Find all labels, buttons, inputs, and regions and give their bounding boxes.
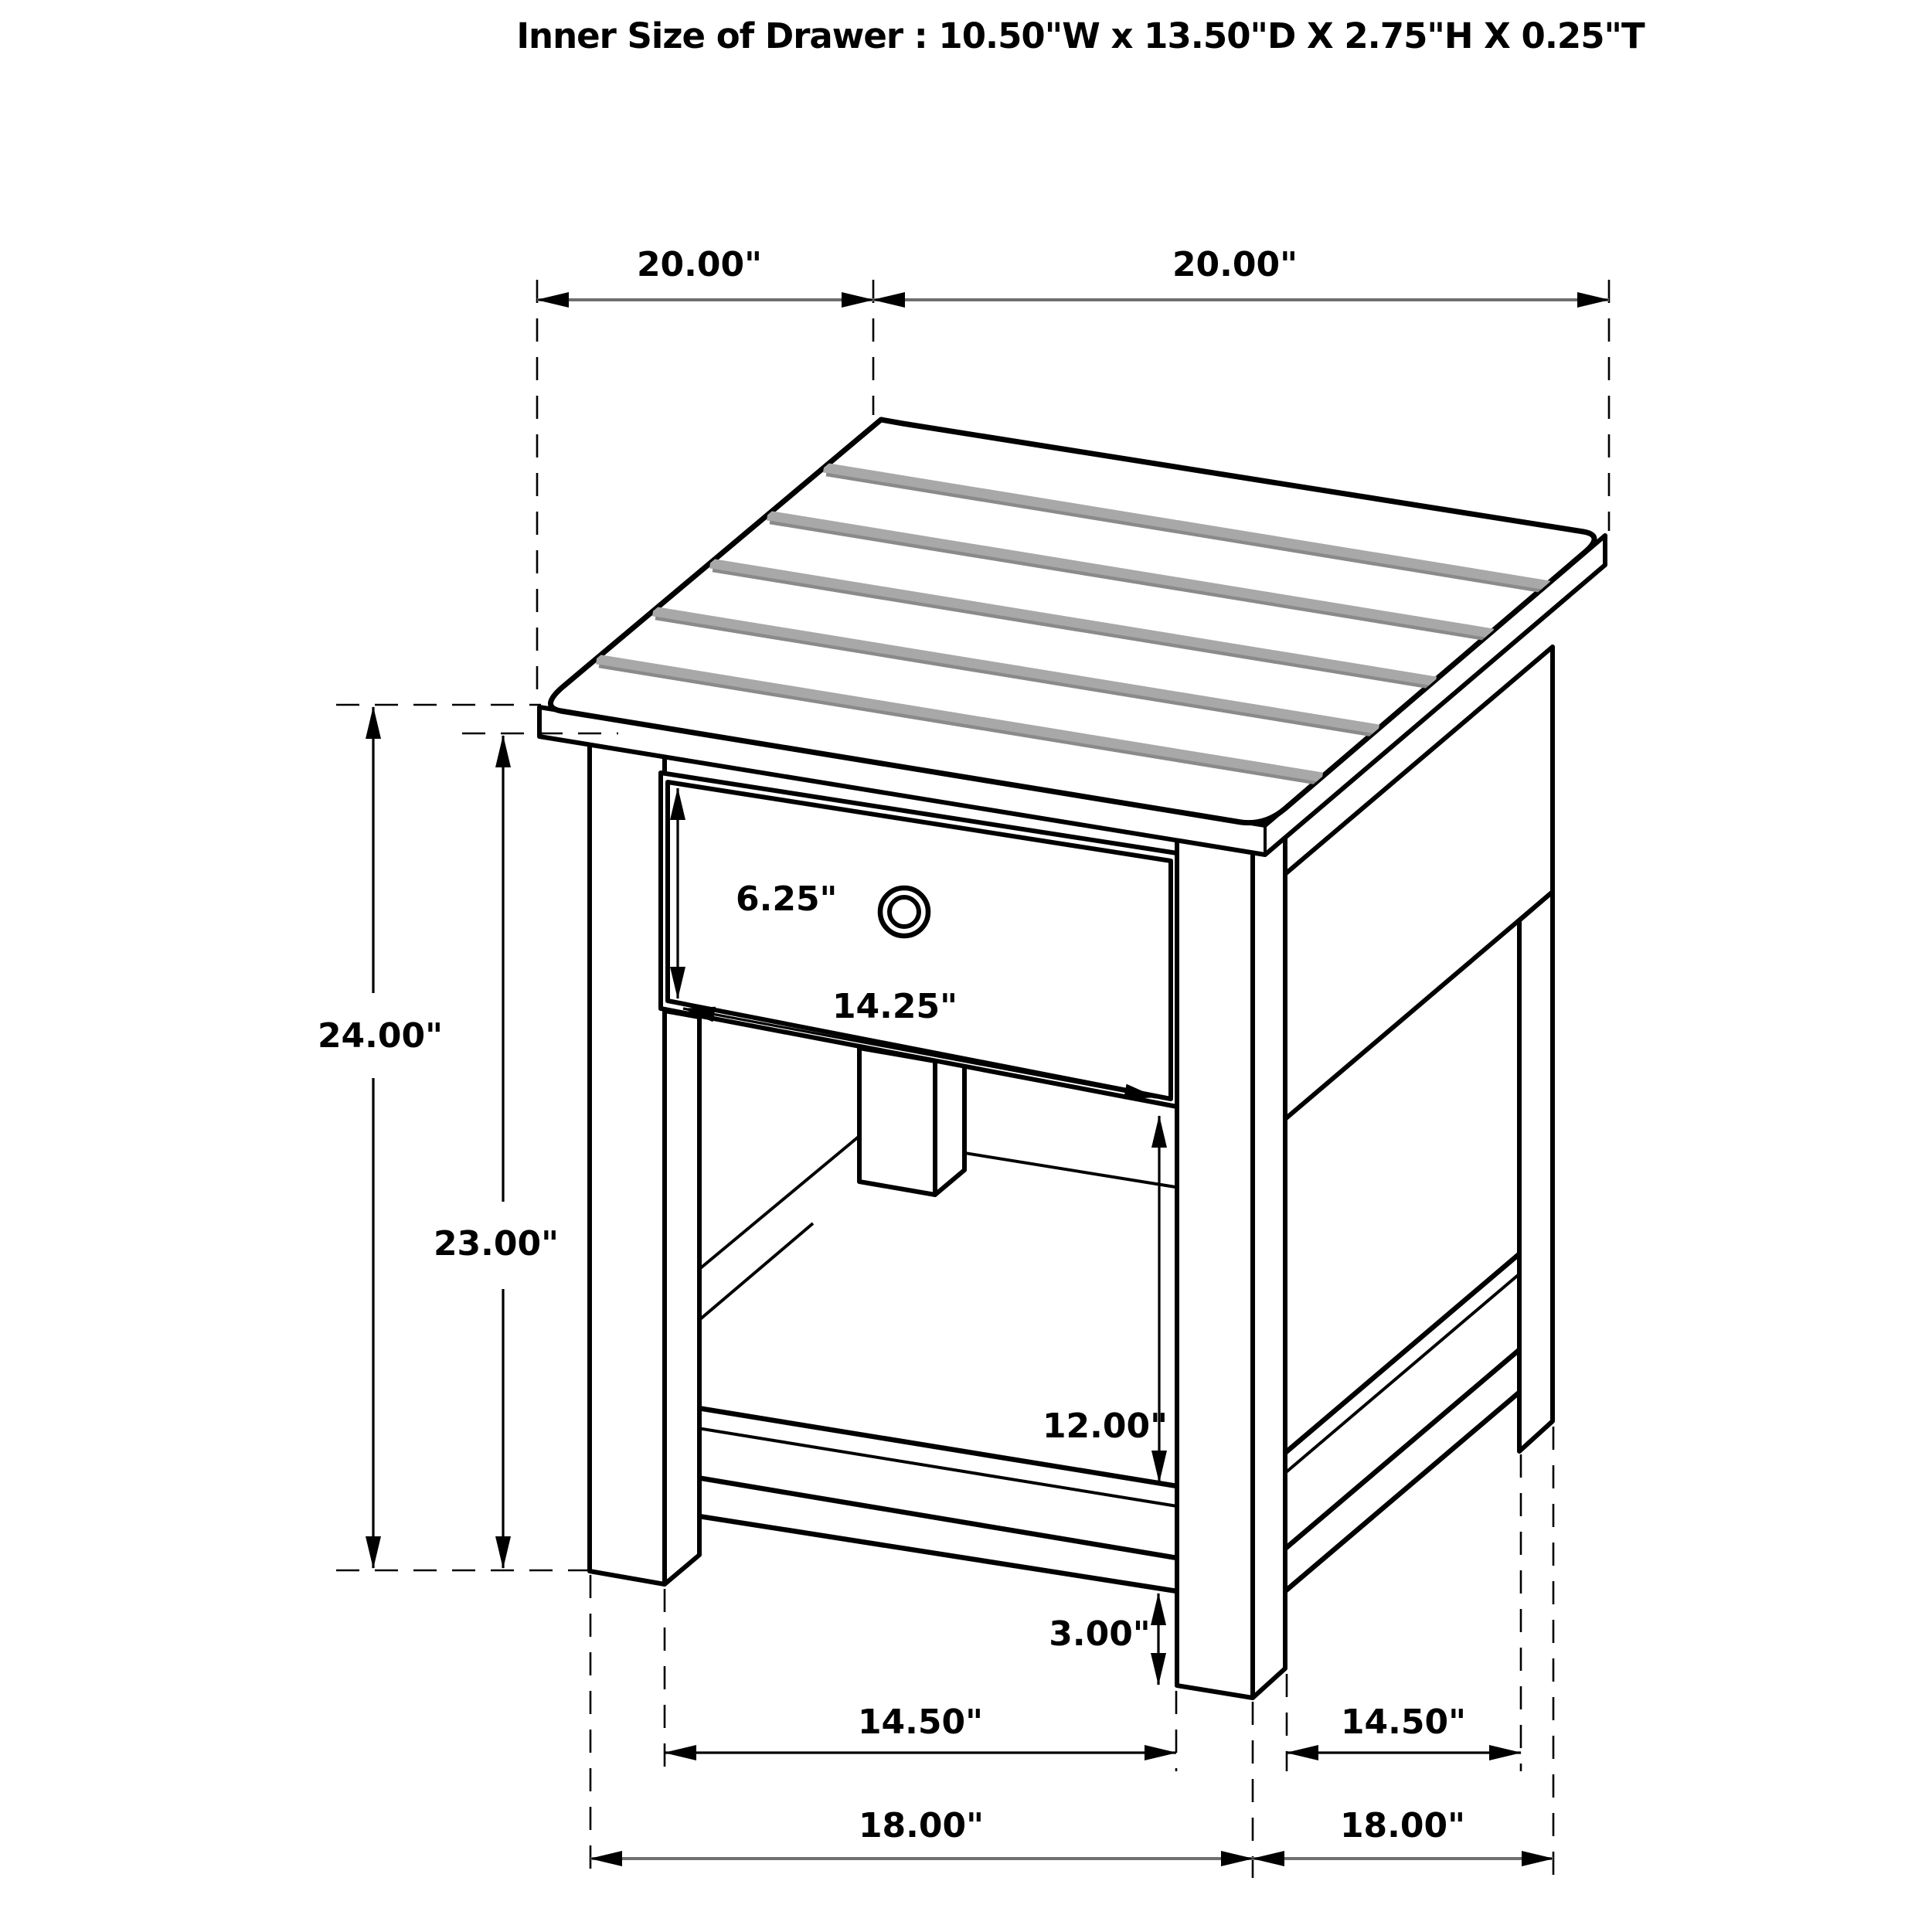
dim-label-1425: 14.25" [832, 987, 958, 1026]
drawer-front [668, 782, 1171, 1099]
dim-label-3: 3.00" [1049, 1614, 1151, 1654]
rear-right-leg [1519, 892, 1553, 1451]
front-right-leg-side [1253, 825, 1285, 1698]
shelf-right-band [1285, 1246, 1553, 1473]
table-drawing [539, 420, 1605, 1698]
diagram-title: Inner Size of Drawer : 10.50"W x 13.50"D X 2.75"H X 0.25"T [516, 15, 1645, 56]
dim-label-top-right-20: 20.00" [1172, 245, 1298, 284]
front-right-leg-front [1177, 840, 1253, 1698]
front-stretcher [665, 1472, 1177, 1591]
front-left-leg-front [590, 744, 665, 1584]
dim-label-1450-front: 14.50" [857, 1702, 984, 1742]
dim-overall-height [318, 705, 587, 1570]
front-right-leg [1177, 825, 1285, 1698]
side-stretcher-top [1285, 1321, 1553, 1549]
dim-label-top-left-20: 20.00" [636, 245, 763, 284]
dim-label-18-front: 18.00" [858, 1806, 985, 1845]
dim-label-24: 24.00" [317, 1016, 444, 1056]
front-stretcher-top [665, 1472, 1177, 1558]
shelf-right-edge [1285, 1226, 1553, 1453]
front-left-leg-side [665, 1011, 699, 1584]
dim-label-18-side: 18.00" [1339, 1806, 1466, 1845]
dim-shelf-clearance [1043, 1116, 1168, 1482]
dim-label-12: 12.00" [1042, 1406, 1168, 1446]
dim-label-23: 23.00" [433, 1224, 560, 1264]
side-stretcher-bottom [1285, 1364, 1553, 1591]
dim-label-625: 6.25" [736, 879, 838, 919]
center-divider-front [859, 1048, 935, 1195]
dim-label-1450-side: 14.50" [1340, 1702, 1467, 1742]
front-stretcher-bottom [665, 1511, 1177, 1591]
dim-foot-height [1049, 1594, 1158, 1685]
